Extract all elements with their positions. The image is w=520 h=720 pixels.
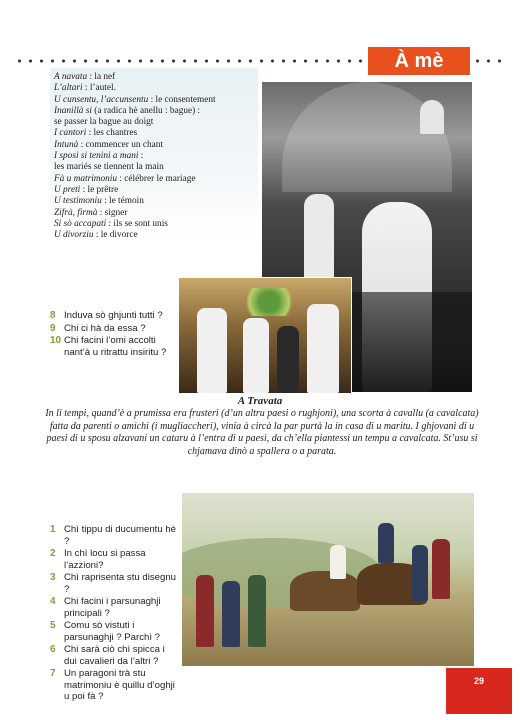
question-text: Chi ci hà da essa ?	[64, 322, 146, 334]
glossary-term: Fà u matrimoniu	[54, 173, 118, 184]
question-text: Comu sò vistuti i parsunaghji ? Parchì ?	[64, 620, 160, 643]
question-item	[50, 620, 180, 643]
glossary-separator: :	[106, 218, 114, 229]
question-text: Chi facini i parsunaghji principali ?	[64, 596, 161, 619]
question-item	[50, 548, 180, 571]
glossary-line	[54, 185, 256, 196]
question-number: 2	[50, 548, 56, 559]
person-figure	[197, 308, 227, 393]
glossary-separator: :	[86, 128, 94, 139]
glossary-line	[54, 219, 256, 230]
dotted-rule-right	[472, 58, 506, 64]
section-tab: À mè	[368, 47, 470, 75]
glossary-term: Si sò accapati	[54, 218, 107, 229]
glossary-line	[54, 72, 256, 83]
group-photo	[178, 277, 352, 394]
person-figure	[243, 318, 269, 393]
glossary-separator: :	[78, 139, 86, 150]
question-number: 1	[50, 524, 56, 535]
question-item	[50, 596, 180, 619]
villager-figure	[222, 581, 240, 647]
glossary-separator: :	[87, 72, 95, 82]
glossary-definition: les chantres	[93, 128, 138, 139]
question-text: In chì locu si passa l’azzioni?	[64, 548, 146, 571]
glossary-line	[54, 151, 256, 162]
glossary-separator: :	[93, 230, 101, 241]
glossary-definition: signer	[104, 207, 128, 218]
glossary-separator: :	[138, 151, 144, 162]
villager-figure	[432, 539, 450, 599]
horse-figure	[290, 571, 360, 611]
question-item	[50, 572, 180, 595]
question-item	[50, 335, 180, 358]
glossary-term: Intunà	[54, 139, 79, 150]
glossary-term: I cantori	[54, 128, 87, 139]
glossary-term: U preti	[54, 184, 81, 195]
glossary-separator: :	[80, 184, 88, 195]
glossary-definition: l’autel.	[89, 83, 116, 94]
glossary-separator: :	[101, 196, 110, 207]
glossary-line	[54, 174, 256, 185]
question-item	[50, 524, 180, 547]
glossary-line	[54, 162, 256, 173]
question-text: Un paragoni trà stu matrimoniu è quillu d’oghji u poi fà ?	[64, 668, 175, 702]
glossary-definition: célébrer le mariage	[124, 173, 196, 184]
question-number: 4	[50, 596, 56, 607]
question-number: 9	[50, 322, 56, 334]
glossary-term: Zifrà, firmà	[54, 207, 98, 218]
glossary-definition: le consentement	[155, 94, 216, 105]
question-text: Chi facini l’omi accolti nant’à u ritrattu insiritu ?	[64, 335, 167, 358]
question-text: Chì raprisenta stu disegnu ?	[64, 572, 176, 595]
question-number: 5	[50, 620, 56, 631]
glossary-line	[54, 128, 256, 139]
dotted-rule	[14, 58, 366, 64]
question-item	[50, 323, 180, 335]
question-text: Chi sarà ciò chì spicca i dui cavalieri da l’altri ?	[64, 644, 165, 667]
glossary-separator: :	[82, 83, 90, 94]
travata-text: In li tempi, quand’è a prumissa era frusteri (d’un altru paesi o rughjoni), una scorta à cavallu (a cavalcata) fatta da parenti o amichi (i mugliaccheri), vinia à circà la par purtà la in casa di u maritu. I ghjovani di u paesi di u sposu alzavani un cataru à l’entra di u paesi, da ch’ella piantessi un tempu a cavalcata. St’usu si chjamava dinò a spallera o a parata.	[45, 408, 479, 457]
glossary-term: I sposi si tenini a mani	[54, 151, 139, 162]
church-arch	[282, 82, 452, 192]
question-number: 10	[50, 335, 62, 346]
question-text: Chì tippu di ducumentu hè ?	[64, 524, 177, 547]
glossary-term: U divorziu	[54, 230, 94, 241]
villager-figure	[412, 545, 428, 601]
glossary-definition: ils se sont unis	[113, 218, 168, 229]
travata-painting	[182, 493, 474, 666]
page-number: 29	[473, 676, 484, 686]
questions-bottom	[50, 524, 180, 704]
page-number-box	[446, 668, 512, 714]
villager-figure	[196, 575, 214, 647]
glossary-term: U cunsentu, l’accunsentu	[54, 94, 149, 105]
glossary-definition: se passer la bague au doigt	[54, 117, 154, 128]
villager-figure	[248, 575, 266, 647]
question-number: 8	[50, 310, 56, 321]
person-figure	[307, 304, 339, 393]
glossary-definition: (a radica hè anellu : bague) :	[94, 105, 201, 116]
rider-figure	[378, 523, 394, 563]
question-item	[50, 668, 180, 703]
glossary-line	[54, 83, 256, 94]
glossary-separator: :	[148, 94, 156, 105]
flower-arrangement	[239, 288, 299, 316]
glossary-line	[54, 196, 256, 207]
glossary-line	[54, 208, 256, 219]
glossary-term: L’altari	[54, 83, 83, 94]
glossary-separator: :	[97, 207, 105, 218]
question-number: 3	[50, 572, 56, 583]
glossary-term: A navata	[54, 72, 88, 82]
question-number: 6	[50, 644, 56, 655]
question-number: 7	[50, 668, 56, 679]
glossary-definition: le témoin	[109, 196, 144, 207]
question-text: Induva sò ghjunti tutti ?	[64, 310, 163, 321]
glossary-definition: commencer un chant	[85, 139, 163, 150]
glossary-definition: le divorce	[100, 230, 138, 241]
glossary-line	[54, 140, 256, 151]
glossary-definition: la nef	[94, 72, 116, 82]
person-figure	[277, 326, 299, 393]
travata-title: A Travata	[237, 395, 283, 407]
glossary-definition: les mariés se tiennent la main	[54, 162, 164, 173]
glossary-line	[54, 117, 256, 128]
church-window	[420, 100, 444, 134]
glossary-box	[50, 68, 258, 241]
glossary-line	[54, 95, 256, 106]
question-item	[50, 644, 180, 667]
rider-figure	[330, 545, 346, 579]
glossary-separator: :	[117, 173, 125, 184]
questions-top	[50, 310, 180, 359]
glossary-definition: le prêtre	[87, 184, 119, 195]
question-item	[50, 310, 180, 322]
glossary-term: Inanillà si	[54, 105, 92, 116]
glossary-line	[54, 230, 256, 241]
glossary-term: U testimoniu	[54, 196, 102, 207]
glossary-line	[54, 106, 256, 117]
